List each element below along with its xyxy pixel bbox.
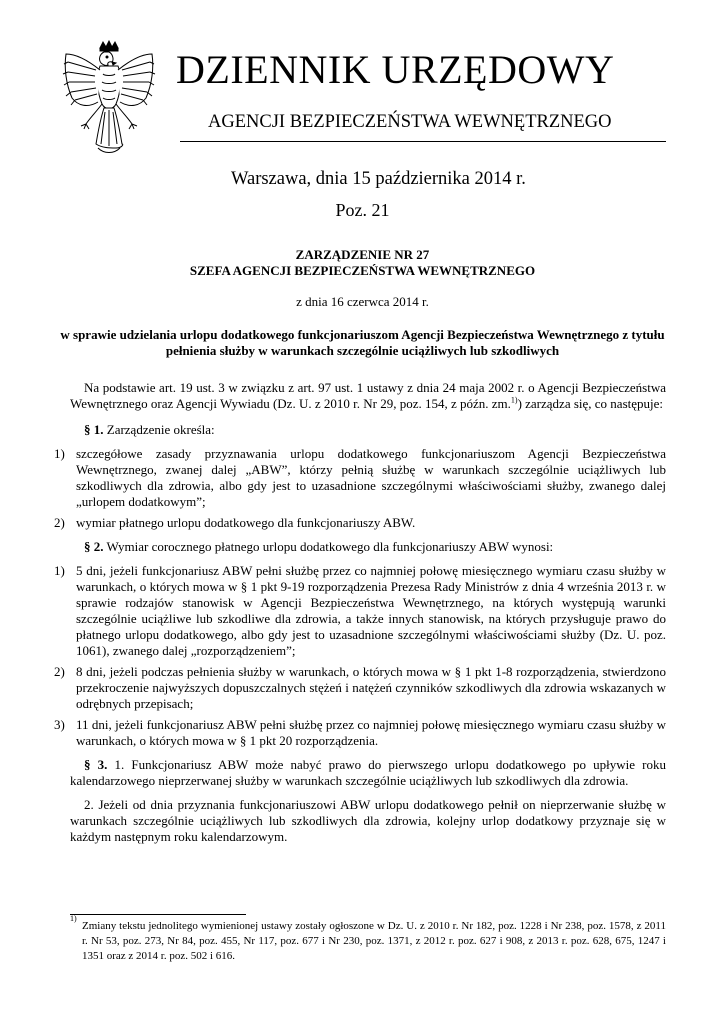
section-1-intro	[70, 422, 666, 438]
list-item	[54, 563, 666, 659]
list-item-text: wymiar płatnego urlopu dodatkowego dla funkcjonariuszy ABW.	[76, 515, 416, 530]
section-2-label: § 2.	[84, 539, 104, 554]
preamble-text: Na podstawie art. 19 ust. 3 w związku z art. 97 ust. 1 ustawy z dnia 24 maja 2002 r. o Agencji Bezpieczeństwa Wewnętrznego oraz Agencji Wywiadu (Dz. U. z 2010 r. Nr 29, poz. 154, z późn. zm.	[70, 380, 666, 411]
header-divider	[180, 141, 666, 142]
list-item-text: 8 dni, jeżeli podczas pełnienia służby w warunkach, o których mowa w § 1 pkt 1-8 rozporządzenia, stwierdzono przekroczenie najwyższych dopuszczalnych stężeń i natężeń czynników szkodliwych dla zdrowia wskazanych w odrębnych przepisach;	[76, 664, 666, 711]
order-title-line2: SZEFA AGENCJI BEZPIECZEŃSTWA WEWNĘTRZNEGO	[189, 263, 536, 278]
footnote-mark: 1)	[70, 914, 77, 923]
section-1-text: Zarządzenie określa:	[106, 422, 215, 437]
list-item	[54, 717, 666, 749]
journal-subtitle: AGENCJI BEZPIECZEŃSTWA WEWNĘTRZNEGO	[208, 112, 612, 132]
list-item-text: 11 dni, jeżeli funkcjonariusz ABW pełni służbę przez co najmniej połowę miesięcznego wymiaru czasu służby w warunkach, o których mowa w § 1 pkt 20 rozporządzenia.	[76, 717, 666, 748]
section-3-para-1	[70, 757, 666, 789]
footnote-divider	[70, 914, 246, 915]
list-item-number: 1)	[54, 446, 65, 461]
order-date: z dnia 16 czerwca 2014 r.	[296, 294, 429, 309]
section-1-label: § 1.	[84, 422, 104, 437]
list-item	[54, 515, 666, 531]
footnote-text: Zmiany tekstu jednolitego wymienionej ustawy zostały ogłoszone w Dz. U. z 2010 r. Nr 182, poz. 1228 i Nr 238, poz. 1578, z 2011 r. Nr 53, poz. 273, Nr 84, poz. 455, Nr 117, poz. 677 i Nr 230, poz. 1371, z 2012 r. poz. 627 i 908, z 2013 r. poz. 628, 675, 1247 i 1351 oraz z 2014 r. poz. 502 i 616.	[82, 920, 666, 962]
preamble	[70, 380, 666, 412]
footnote-reference: 1)	[510, 395, 518, 405]
preamble-text-end: ) zarządza się, co następuje:	[517, 396, 664, 411]
journal-title: DZIENNIK URZĘDOWY	[176, 47, 615, 92]
publication-place-date: Warszawa, dnia 15 października 2014 r.	[231, 169, 526, 189]
list-item-number: 3)	[54, 717, 65, 732]
section-3-label: § 3.	[84, 757, 108, 772]
list-item-text: szczegółowe zasady przyznawania urlopu dodatkowego funkcjonariuszom Agencji Bezpieczeństwa Wewnętrznego, zwanej dalej „ABW”, którzy pełnią służbę w warunkach szczególnie uciążliwych lub szkodliwych dla zdrowia, albo gdy jest to uzasadnione szczególnymi właściwościami służby, zwanego dalej „urlopem dodatkowym”;	[76, 446, 666, 509]
section-2-intro	[70, 539, 666, 555]
order-subject: w sprawie udzielania urlopu dodatkowego funkcjonariuszom Agencji Bezpieczeństwa Wewnętrznego z tytułu pełnienia służby w warunkach szczególnie uciążliwych lub szkodliwych	[60, 327, 665, 358]
list-item-number: 2)	[54, 515, 65, 530]
list-item	[54, 664, 666, 712]
order-title-line1: ZARZĄDZENIE NR 27	[295, 247, 430, 262]
polish-eagle-emblem	[60, 40, 158, 158]
section-3-para-2: 2. Jeżeli od dnia przyznania funkcjonariuszowi ABW urlopu dodatkowego pełnił on nieprzerwanie służbę w warunkach szczególnie uciążliwych lub szkodliwych dla zdrowia, kolejny urlop dodatkowy przyznaje się w każdym następnym roku kalendarzowym.	[70, 797, 666, 844]
section-2-text: Wymiar corocznego płatnego urlopu dodatkowego dla funkcjonariuszy ABW wynosi:	[106, 539, 554, 554]
list-item-number: 2)	[54, 664, 65, 679]
footnote	[70, 914, 666, 964]
position-number: Poz. 21	[335, 200, 390, 220]
order-title	[60, 247, 665, 279]
list-item-text: 5 dni, jeżeli funkcjonariusz ABW pełni służbę przez co najmniej połowę miesięcznego wymiaru czasu służby w warunkach, o których mowa w § 1 pkt 9-19 rozporządzenia Prezesa Rady Ministrów z dnia 4 września 2013 r. w sprawie rodzajów stanowisk w Agencji Bezpieczeństwa Wewnętrznego, na których występują warunki szczególnie uciążliwe lub szkodliwe dla zdrowia, a także innych stanowisk, na których przysługuje prawo do płatnego urlopu dodatkowego, albo gdy jest to uzasadnione szczególnymi właściwościami służby (Dz. U. poz. 1061), zwanego dalej „rozporządzeniem”;	[76, 563, 666, 658]
list-item-number: 1)	[54, 563, 65, 578]
list-item	[54, 446, 666, 510]
section-3-para-1-text: 1. Funkcjonariusz ABW może nabyć prawo do pierwszego urlopu dodatkowego po upływie roku kalendarzowego nieprzerwanej służby w warunkach szczególnie uciążliwych lub szkodliwych dla zdrowia.	[70, 757, 666, 788]
document-body	[54, 380, 666, 845]
